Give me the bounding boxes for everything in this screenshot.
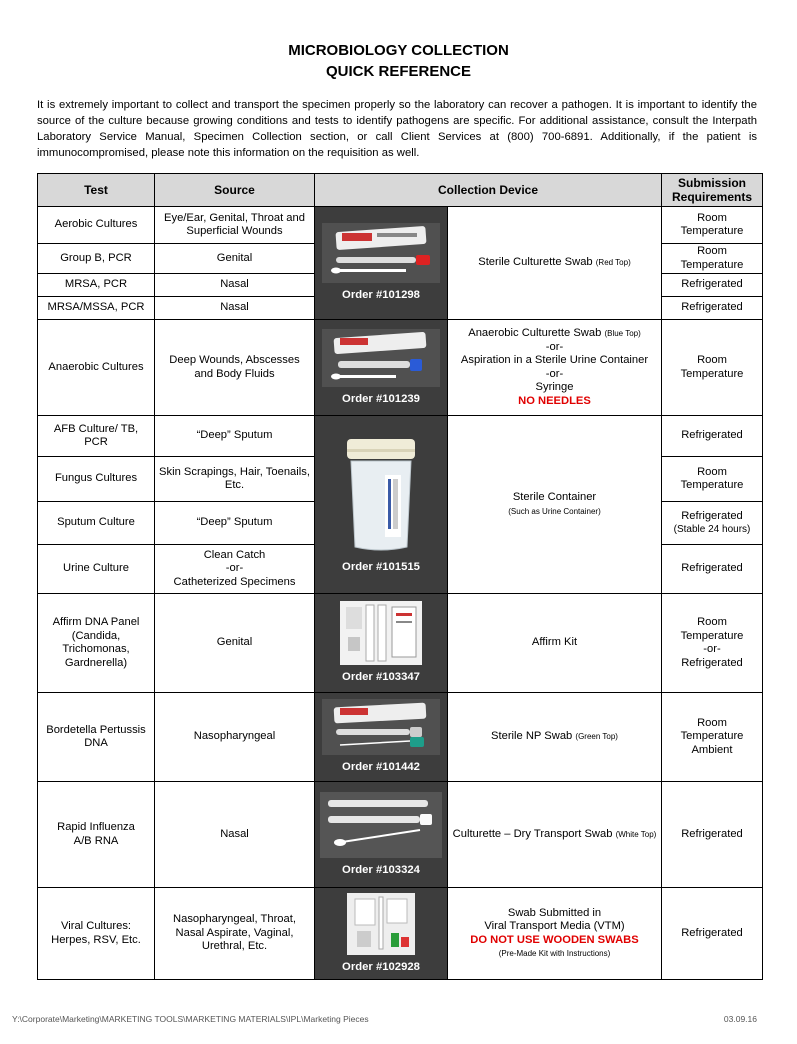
device-image-cell (315, 782, 448, 888)
source-cell: Nasopharyngeal (155, 693, 315, 782)
test-cell: Affirm DNA Panel (Candida, Trichomonas, Gardnerella) (38, 594, 155, 693)
table-row (38, 782, 763, 888)
device-image-cell (315, 693, 448, 782)
requirement-cell: Room Temperature (662, 457, 763, 502)
intro-paragraph: It is extremely important to collect and transport the specimen properly so the laboratory can recover a pathogen. It is important to identify the source of the culture because growing conditions and tests to identify pathogens are specific. For additional assistance, consult the Interpath Laboratory Service Manual, Specimen Collection section, or call Client Services at (800) 700-6891. Additionally, if the patient is immunocompromised, please note this information on the requisition as well. (37, 99, 757, 159)
order-number: Order #101515 (342, 560, 420, 573)
test-cell: Anaerobic Cultures (38, 320, 155, 416)
source-cell: Genital (155, 594, 315, 693)
header-source: Source (155, 174, 315, 207)
footer-path: Y:\Corporate\Marketing\MARKETING TOOLS\MARKETING MATERIALS\IPL\Marketing Pieces (12, 1014, 369, 1024)
device-cell: Sterile NP Swab (Green Top) (448, 693, 662, 782)
test-cell: Sputum Culture (38, 502, 155, 545)
source-cell: Nasal (155, 274, 315, 297)
device-cell: Sterile Container (Such as Urine Container) (448, 416, 662, 594)
requirement-cell: Refrigerated (Stable 24 hours) (662, 502, 763, 545)
test-cell: Group B, PCR (38, 244, 155, 274)
no-wooden-swabs-warning: DO NOT USE WOODEN SWABS (470, 933, 639, 946)
device-image-cell (315, 207, 448, 320)
reference-table (37, 173, 763, 980)
source-cell: Skin Scrapings, Hair, Toenails, Etc. (155, 457, 315, 502)
source-cell: Nasal (155, 297, 315, 320)
vtm-kit-image (347, 893, 415, 955)
footer-date: 03.09.16 (723, 1014, 757, 1024)
anaerobic-swab-image (322, 329, 440, 387)
dry-transport-swab-image (320, 792, 442, 858)
requirement-cell: Refrigerated (662, 416, 763, 457)
test-cell: Aerobic Cultures (38, 207, 155, 244)
test-cell: Viral Cultures: Herpes, RSV, Etc. (38, 888, 155, 980)
requirement-cell: Refrigerated (662, 545, 763, 594)
header-test: Test (38, 174, 155, 207)
device-cell: Swab Submitted in Viral Transport Media (VTM) DO NOT USE WOODEN SWABS (Pre-Made Kit with Instructions) (448, 888, 662, 980)
affirm-kit-image (340, 601, 422, 665)
test-cell: Rapid Influenza A/B RNA (38, 782, 155, 888)
source-cell: Genital (155, 244, 315, 274)
header-collection-device: Collection Device (315, 174, 662, 207)
table-row (38, 320, 763, 416)
table-row (38, 207, 763, 244)
requirement-cell: Room Temperature Ambient (662, 693, 763, 782)
test-cell: Urine Culture (38, 545, 155, 594)
requirement-cell: Room Temperature (662, 244, 763, 274)
source-cell: “Deep” Sputum (155, 416, 315, 457)
test-cell: MRSA/MSSA, PCR (38, 297, 155, 320)
order-number: Order #101239 (342, 392, 420, 405)
sterile-container-image (341, 435, 421, 555)
device-image-cell (315, 888, 448, 980)
source-cell: Clean Catch -or- Catheterized Specimens (155, 545, 315, 594)
page-title: MICROBIOLOGY COLLECTION (288, 42, 509, 59)
requirement-cell: Room Temperature (662, 320, 763, 416)
device-image-cell (315, 416, 448, 594)
requirement-cell: Refrigerated (662, 782, 763, 888)
device-image-cell (315, 594, 448, 693)
test-cell: Bordetella Pertussis DNA (38, 693, 155, 782)
table-row (38, 594, 763, 693)
requirement-cell: Refrigerated (662, 274, 763, 297)
requirement-cell: Room Temperature -or- Refrigerated (662, 594, 763, 693)
table-row (38, 888, 763, 980)
device-cell: Sterile Culturette Swab (Red Top) (448, 207, 662, 320)
order-number: Order #103347 (342, 671, 420, 684)
table-row (38, 693, 763, 782)
source-cell: Nasopharyngeal, Throat, Nasal Aspirate, Vaginal, Urethral, Etc. (155, 888, 315, 980)
device-cell: Anaerobic Culturette Swab (Blue Top) -or- Aspiration in a Sterile Urine Container -or- Syringe NO NEEDLES (448, 320, 662, 416)
source-cell: Deep Wounds, Abscesses and Body Fluids (155, 320, 315, 416)
device-cell: Affirm Kit (448, 594, 662, 693)
no-needles-warning: NO NEEDLES (518, 394, 591, 407)
test-cell: Fungus Cultures (38, 457, 155, 502)
requirement-cell: Refrigerated (662, 297, 763, 320)
source-cell: Nasal (155, 782, 315, 888)
table-header-row (38, 174, 763, 207)
device-image-cell (315, 320, 448, 416)
header-submission: Submission Requirements (662, 174, 763, 207)
order-number: Order #101298 (342, 289, 420, 302)
order-number: Order #103324 (342, 863, 420, 876)
test-cell: MRSA, PCR (38, 274, 155, 297)
device-cell: Culturette – Dry Transport Swab (White Top) (448, 782, 662, 888)
np-swab-image (322, 699, 440, 755)
requirement-cell: Refrigerated (662, 888, 763, 980)
order-number: Order #102928 (342, 960, 420, 973)
test-cell: AFB Culture/ TB, PCR (38, 416, 155, 457)
requirement-cell: Room Temperature (662, 207, 763, 244)
culturette-swab-image (322, 223, 440, 283)
table-row (38, 416, 763, 457)
page-subtitle: QUICK REFERENCE (325, 63, 471, 80)
order-number: Order #101442 (342, 761, 420, 774)
source-cell: “Deep” Sputum (155, 502, 315, 545)
source-cell: Eye/Ear, Genital, Throat and Superficial Wounds (155, 207, 315, 244)
